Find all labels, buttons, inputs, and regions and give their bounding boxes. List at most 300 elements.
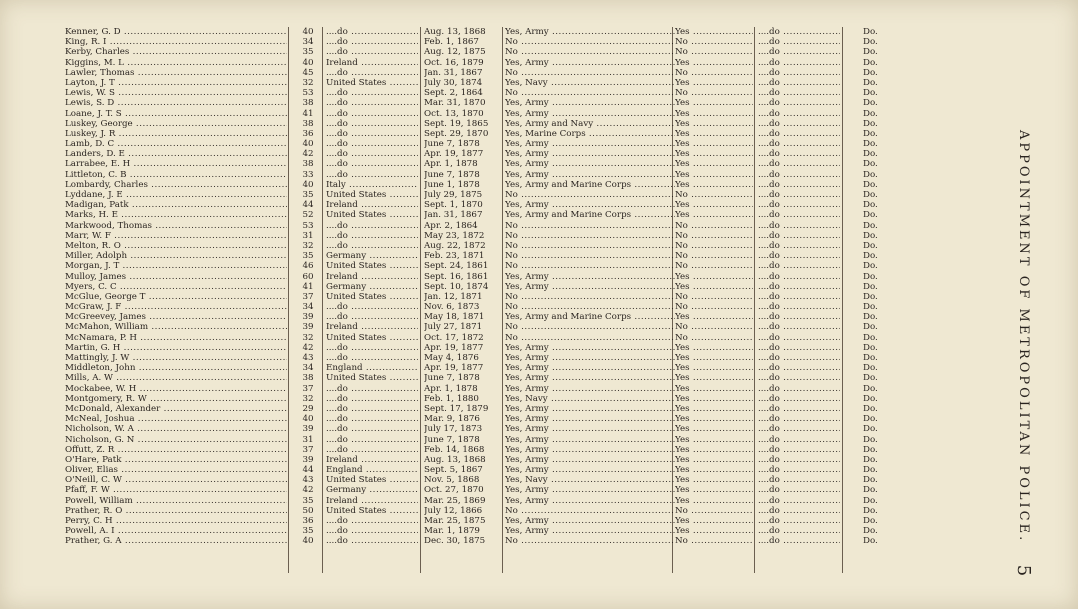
date-cell: Feb. 23, 1871	[424, 251, 485, 262]
age-cell: 39	[302, 454, 314, 465]
remark-cell: Do.	[863, 77, 878, 88]
military-service-cell: Yes, Army .....	[505, 200, 675, 210]
name-cell: Nicholson, G. N .....	[65, 435, 287, 445]
running-title: APPOINTMENT OF METROPOLITAN POLICE.	[1016, 130, 1031, 544]
date-cell: July 30, 1874	[424, 77, 483, 88]
name-cell: Montgomery, R. W .....	[65, 394, 287, 404]
citizen-cell: Yes .....	[675, 170, 753, 180]
date-cell: Feb. 1, 1867	[424, 37, 479, 48]
date-cell: Dec. 30, 1875	[424, 536, 486, 547]
remark-cell: Do.	[863, 485, 878, 496]
age-cell: 38	[302, 373, 314, 384]
recommended-cell: ....do .....	[758, 170, 840, 180]
remark-cell: Do.	[863, 57, 878, 68]
date-cell: Mar. 25, 1875	[424, 516, 486, 526]
remark-cell: Do.	[863, 475, 878, 486]
age-cell: 38	[302, 98, 314, 109]
date-cell: May 4, 1876	[424, 353, 479, 363]
citizen-cell: Yes .....	[675, 475, 753, 485]
name-cell: Luskey, George .....	[65, 119, 287, 129]
citizen-cell: No .....	[675, 47, 753, 57]
name-cell: Perry, C. H .....	[65, 516, 287, 526]
table-row	[60, 231, 900, 241]
table-row	[60, 261, 900, 271]
nativity-cell: ....do .....	[326, 139, 418, 149]
table-row	[60, 241, 900, 251]
citizen-cell: Yes .....	[675, 363, 753, 373]
date-cell: June 1, 1878	[424, 179, 480, 190]
name-cell: Marks, H. E .....	[65, 210, 287, 220]
date-cell: Feb. 14, 1868	[424, 444, 485, 455]
remark-cell: Do.	[863, 88, 878, 99]
name-cell: Prather, G. A .....	[65, 536, 287, 546]
age-cell: 39	[302, 312, 314, 323]
table-row	[60, 516, 900, 526]
nativity-cell: ....do .....	[326, 37, 418, 47]
ledger-table	[60, 27, 900, 547]
military-service-cell: No .....	[505, 47, 675, 57]
remark-cell: Do.	[863, 210, 878, 221]
recommended-cell: ....do .....	[758, 180, 840, 190]
citizen-cell: Yes .....	[675, 343, 753, 353]
table-row	[60, 373, 900, 383]
name-cell: McNeal, Joshua .....	[65, 414, 287, 424]
date-cell: Aug. 13, 1868	[424, 454, 486, 465]
military-service-cell: Yes, Army .....	[505, 109, 675, 119]
nativity-cell: ....do .....	[326, 312, 418, 322]
table-row	[60, 190, 900, 200]
date-cell: Sept. 19, 1865	[424, 118, 489, 129]
recommended-cell: ....do .....	[758, 149, 840, 159]
date-cell: Sept. 16, 1861	[424, 271, 489, 282]
name-cell: Larrabee, E. H .....	[65, 159, 287, 169]
recommended-cell: ....do .....	[758, 435, 840, 445]
name-cell: Offutt, Z. R .....	[65, 445, 287, 455]
recommended-cell: ....do .....	[758, 343, 840, 353]
table-row	[60, 312, 900, 322]
nativity-cell: United States .....	[326, 78, 418, 88]
name-cell: Pfaff, F. W .....	[65, 485, 287, 495]
age-cell: 40	[302, 57, 314, 68]
table-row	[60, 485, 900, 495]
nativity-cell: ....do .....	[326, 98, 418, 108]
citizen-cell: No .....	[675, 231, 753, 241]
table-row	[60, 424, 900, 434]
recommended-cell: ....do .....	[758, 47, 840, 57]
age-cell: 43	[302, 475, 314, 486]
recommended-cell: ....do .....	[758, 445, 840, 455]
recommended-cell: ....do .....	[758, 465, 840, 475]
remark-cell: Do.	[863, 37, 878, 48]
nativity-cell: ....do .....	[326, 221, 418, 231]
recommended-cell: ....do .....	[758, 37, 840, 47]
date-cell: July 12, 1866	[424, 505, 483, 516]
recommended-cell: ....do .....	[758, 373, 840, 383]
recommended-cell: ....do .....	[758, 98, 840, 108]
citizen-cell: Yes .....	[675, 282, 753, 292]
table-row	[60, 98, 900, 108]
citizen-cell: Yes .....	[675, 445, 753, 455]
citizen-cell: Yes .....	[675, 526, 753, 536]
remark-cell: Do.	[863, 342, 878, 353]
recommended-cell: ....do .....	[758, 251, 840, 261]
remark-cell: Do.	[863, 454, 878, 465]
remark-cell: Do.	[863, 27, 878, 37]
remark-cell: Do.	[863, 179, 878, 190]
nativity-cell: England .....	[326, 465, 418, 475]
recommended-cell: ....do .....	[758, 272, 840, 282]
remark-cell: Do.	[863, 271, 878, 282]
age-cell: 35	[302, 190, 314, 200]
citizen-cell: Yes .....	[675, 159, 753, 169]
date-cell: Apr. 1, 1878	[424, 159, 478, 170]
military-service-cell: No .....	[505, 261, 675, 271]
name-cell: Mulloy, James .....	[65, 272, 287, 282]
military-service-cell: Yes, Navy .....	[505, 475, 675, 485]
military-service-cell: Yes, Marine Corps .....	[505, 129, 675, 139]
date-cell: Sept. 2, 1864	[424, 88, 483, 99]
citizen-cell: Yes .....	[675, 424, 753, 434]
table-row	[60, 536, 900, 546]
date-cell: June 7, 1878	[424, 139, 480, 150]
date-cell: Aug. 22, 1872	[424, 240, 486, 251]
remark-cell: Do.	[863, 190, 878, 200]
name-cell: Prather, R. O .....	[65, 506, 287, 516]
nativity-cell: United States .....	[326, 373, 418, 383]
table-row	[60, 322, 900, 332]
remark-cell: Do.	[863, 200, 878, 211]
table-row	[60, 496, 900, 506]
military-service-cell: Yes, Navy .....	[505, 78, 675, 88]
date-cell: Jan. 12, 1871	[424, 291, 483, 302]
recommended-cell: ....do .....	[758, 353, 840, 363]
name-cell: Mattingly, J. W .....	[65, 353, 287, 363]
recommended-cell: ....do .....	[758, 200, 840, 210]
military-service-cell: Yes, Army and Marine Corps .....	[505, 210, 675, 220]
citizen-cell: No .....	[675, 37, 753, 47]
name-cell: Myers, C. C .....	[65, 282, 287, 292]
nativity-cell: ....do .....	[326, 170, 418, 180]
military-service-cell: Yes, Army .....	[505, 353, 675, 363]
age-cell: 32	[302, 393, 314, 404]
date-cell: Apr. 19, 1877	[424, 149, 484, 160]
remark-cell: Do.	[863, 251, 878, 262]
remark-cell: Do.	[863, 353, 878, 363]
recommended-cell: ....do .....	[758, 485, 840, 495]
military-service-cell: Yes, Army .....	[505, 485, 675, 495]
recommended-cell: ....do .....	[758, 129, 840, 139]
military-service-cell: Yes, Army and Marine Corps .....	[505, 180, 675, 190]
citizen-cell: Yes .....	[675, 78, 753, 88]
recommended-cell: ....do .....	[758, 363, 840, 373]
table-row	[60, 384, 900, 394]
military-service-cell: Yes, Army .....	[505, 526, 675, 536]
date-cell: Apr. 2, 1864	[424, 220, 478, 231]
name-cell: Melton, R. O .....	[65, 241, 287, 251]
citizen-cell: Yes .....	[675, 210, 753, 220]
military-service-cell: No .....	[505, 221, 675, 231]
citizen-cell: No .....	[675, 68, 753, 78]
name-cell: Nicholson, W. A .....	[65, 424, 287, 434]
recommended-cell: ....do .....	[758, 78, 840, 88]
name-cell: Lyddane, J. E .....	[65, 190, 287, 200]
remark-cell: Do.	[863, 495, 878, 506]
military-service-cell: No .....	[505, 506, 675, 516]
citizen-cell: Yes .....	[675, 485, 753, 495]
remark-cell: Do.	[863, 444, 878, 455]
nativity-cell: ....do .....	[326, 159, 418, 169]
remark-cell: Do.	[863, 403, 878, 414]
nativity-cell: United States .....	[326, 261, 418, 271]
remark-cell: Do.	[863, 312, 878, 323]
citizen-cell: Yes .....	[675, 465, 753, 475]
table-row	[60, 292, 900, 302]
military-service-cell: Yes, Army .....	[505, 465, 675, 475]
recommended-cell: ....do .....	[758, 333, 840, 343]
name-cell: Luskey, J. R .....	[65, 129, 287, 139]
nativity-cell: ....do .....	[326, 536, 418, 546]
table-row	[60, 149, 900, 159]
citizen-cell: No .....	[675, 536, 753, 546]
citizen-cell: Yes .....	[675, 180, 753, 190]
date-cell: June 7, 1878	[424, 169, 480, 180]
age-cell: 35	[302, 495, 314, 506]
date-cell: Jan. 31, 1867	[424, 210, 483, 221]
remark-cell: Do.	[863, 302, 878, 313]
age-cell: 41	[302, 281, 314, 292]
date-cell: Apr. 1, 1878	[424, 383, 478, 394]
table-row	[60, 272, 900, 282]
remark-cell: Do.	[863, 261, 878, 272]
recommended-cell: ....do .....	[758, 282, 840, 292]
remark-cell: Do.	[863, 281, 878, 292]
age-cell: 42	[302, 342, 314, 353]
table-row	[60, 455, 900, 465]
date-cell: Mar. 31, 1870	[424, 98, 486, 109]
recommended-cell: ....do .....	[758, 68, 840, 78]
remark-cell: Do.	[863, 230, 878, 241]
name-cell: Landers, D. E .....	[65, 149, 287, 159]
recommended-cell: ....do .....	[758, 312, 840, 322]
table-row	[60, 475, 900, 485]
military-service-cell: Yes, Army .....	[505, 27, 675, 37]
table-row	[60, 414, 900, 424]
recommended-cell: ....do .....	[758, 292, 840, 302]
citizen-cell: Yes .....	[675, 272, 753, 282]
remark-cell: Do.	[863, 291, 878, 302]
military-service-cell: No .....	[505, 231, 675, 241]
citizen-cell: No .....	[675, 333, 753, 343]
remark-cell: Do.	[863, 363, 878, 374]
military-service-cell: Yes, Army .....	[505, 343, 675, 353]
citizen-cell: No .....	[675, 88, 753, 98]
name-cell: Morgan, J. T .....	[65, 261, 287, 271]
remark-cell: Do.	[863, 67, 878, 78]
recommended-cell: ....do .....	[758, 394, 840, 404]
date-cell: May 23, 1872	[424, 230, 485, 241]
nativity-cell: United States .....	[326, 333, 418, 343]
citizen-cell: Yes .....	[675, 373, 753, 383]
table-row	[60, 68, 900, 78]
military-service-cell: Yes, Army .....	[505, 170, 675, 180]
age-cell: 31	[302, 230, 314, 241]
military-service-cell: Yes, Army .....	[505, 373, 675, 383]
recommended-cell: ....do .....	[758, 88, 840, 98]
military-service-cell: No .....	[505, 292, 675, 302]
name-cell: Lombardy, Charles .....	[65, 180, 287, 190]
remark-cell: Do.	[863, 98, 878, 109]
citizen-cell: No .....	[675, 190, 753, 200]
citizen-cell: Yes .....	[675, 129, 753, 139]
date-cell: Sept. 24, 1861	[424, 261, 489, 272]
date-cell: Sept. 17, 1879	[424, 403, 489, 414]
name-cell: Lamb, D. C .....	[65, 139, 287, 149]
date-cell: Aug. 13, 1868	[424, 27, 486, 37]
date-cell: June 7, 1878	[424, 373, 480, 384]
date-cell: Apr. 19, 1877	[424, 363, 484, 374]
age-cell: 40	[302, 414, 314, 425]
remark-cell: Do.	[863, 159, 878, 170]
remark-cell: Do.	[863, 434, 878, 445]
nativity-cell: ....do .....	[326, 394, 418, 404]
citizen-cell: Yes .....	[675, 516, 753, 526]
nativity-cell: ....do .....	[326, 88, 418, 98]
recommended-cell: ....do .....	[758, 496, 840, 506]
date-cell: June 7, 1878	[424, 434, 480, 445]
nativity-cell: United States .....	[326, 292, 418, 302]
table-row	[60, 200, 900, 210]
table-row	[60, 139, 900, 149]
military-service-cell: Yes, Army .....	[505, 424, 675, 434]
nativity-cell: ....do .....	[326, 129, 418, 139]
nativity-cell: ....do .....	[326, 384, 418, 394]
name-cell: O'Hare, Patk .....	[65, 455, 287, 465]
citizen-cell: Yes .....	[675, 98, 753, 108]
recommended-cell: ....do .....	[758, 190, 840, 200]
remark-cell: Do.	[863, 393, 878, 404]
recommended-cell: ....do .....	[758, 221, 840, 231]
citizen-cell: No .....	[675, 241, 753, 251]
remark-cell: Do.	[863, 536, 878, 547]
military-service-cell: Yes, Army .....	[505, 445, 675, 455]
age-cell: 36	[302, 516, 314, 526]
remark-cell: Do.	[863, 108, 878, 119]
age-cell: 44	[302, 200, 314, 211]
military-service-cell: No .....	[505, 322, 675, 332]
age-cell: 40	[302, 179, 314, 190]
recommended-cell: ....do .....	[758, 322, 840, 332]
table-row	[60, 465, 900, 475]
military-service-cell: No .....	[505, 190, 675, 200]
table-row	[60, 47, 900, 57]
citizen-cell: Yes .....	[675, 496, 753, 506]
military-service-cell: No .....	[505, 302, 675, 312]
remark-cell: Do.	[863, 373, 878, 384]
remark-cell: Do.	[863, 149, 878, 160]
military-service-cell: Yes, Army and Marine Corps .....	[505, 312, 675, 322]
recommended-cell: ....do .....	[758, 27, 840, 37]
age-cell: 40	[302, 139, 314, 150]
remark-cell: Do.	[863, 332, 878, 343]
military-service-cell: No .....	[505, 68, 675, 78]
remark-cell: Do.	[863, 139, 878, 150]
name-cell: Markwood, Thomas .....	[65, 221, 287, 231]
table-row	[60, 37, 900, 47]
military-service-cell: Yes, Army .....	[505, 363, 675, 373]
nativity-cell: ....do .....	[326, 445, 418, 455]
citizen-cell: No .....	[675, 251, 753, 261]
date-cell: Apr. 19, 1877	[424, 342, 484, 353]
citizen-cell: No .....	[675, 261, 753, 271]
military-service-cell: Yes, Army .....	[505, 435, 675, 445]
age-cell: 35	[302, 251, 314, 262]
remark-cell: Do.	[863, 220, 878, 231]
nativity-cell: ....do .....	[326, 68, 418, 78]
nativity-cell: ....do .....	[326, 149, 418, 159]
age-cell: 37	[302, 383, 314, 394]
nativity-cell: ....do .....	[326, 424, 418, 434]
nativity-cell: Ireland .....	[326, 322, 418, 332]
citizen-cell: Yes .....	[675, 119, 753, 129]
remark-cell: Do.	[863, 505, 878, 516]
citizen-cell: Yes .....	[675, 384, 753, 394]
citizen-cell: Yes .....	[675, 200, 753, 210]
military-service-cell: Yes, Army .....	[505, 149, 675, 159]
citizen-cell: Yes .....	[675, 109, 753, 119]
nativity-cell: ....do .....	[326, 435, 418, 445]
age-cell: 42	[302, 485, 314, 496]
page-number: 5	[1013, 564, 1035, 577]
age-cell: 32	[302, 77, 314, 88]
remark-cell: Do.	[863, 516, 878, 526]
nativity-cell: ....do .....	[326, 516, 418, 526]
date-cell: July 17, 1873	[424, 424, 483, 435]
age-cell: 34	[302, 37, 314, 48]
nativity-cell: England .....	[326, 363, 418, 373]
name-cell: McGreevey, James .....	[65, 312, 287, 322]
table-row	[60, 333, 900, 343]
citizen-cell: Yes .....	[675, 58, 753, 68]
age-cell: 39	[302, 424, 314, 435]
military-service-cell: No .....	[505, 536, 675, 546]
age-cell: 43	[302, 353, 314, 363]
name-cell: Lawler, Thomas .....	[65, 68, 287, 78]
age-cell: 39	[302, 322, 314, 333]
citizen-cell: Yes .....	[675, 139, 753, 149]
citizen-cell: No .....	[675, 506, 753, 516]
military-service-cell: No .....	[505, 251, 675, 261]
name-cell: Mockabee, W. H .....	[65, 384, 287, 394]
table-row	[60, 526, 900, 536]
recommended-cell: ....do .....	[758, 506, 840, 516]
nativity-cell: Germany .....	[326, 485, 418, 495]
age-cell: 40	[302, 27, 314, 37]
name-cell: Lewis, S. D .....	[65, 98, 287, 108]
citizen-cell: No .....	[675, 221, 753, 231]
recommended-cell: ....do .....	[758, 109, 840, 119]
date-cell: Oct. 16, 1879	[424, 57, 484, 68]
date-cell: Mar. 9, 1876	[424, 414, 480, 425]
remark-cell: Do.	[863, 128, 878, 139]
remark-cell: Do.	[863, 322, 878, 333]
age-cell: 29	[302, 403, 314, 414]
nativity-cell: ....do .....	[326, 353, 418, 363]
recommended-cell: ....do .....	[758, 139, 840, 149]
date-cell: Jan. 31, 1867	[424, 67, 483, 78]
military-service-cell: No .....	[505, 37, 675, 47]
date-cell: Sept. 10, 1874	[424, 281, 489, 292]
recommended-cell: ....do .....	[758, 302, 840, 312]
